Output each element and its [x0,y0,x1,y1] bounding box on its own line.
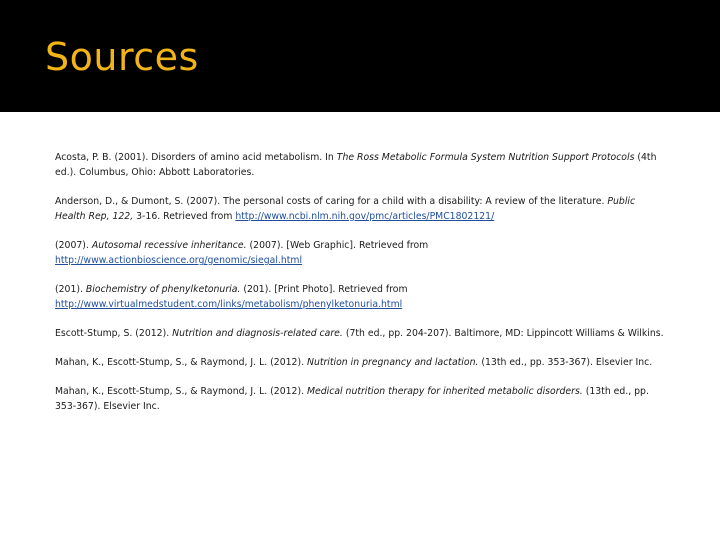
reference-text: (4th ed.). Columbus, Ohio: Abbott Laboratories. [55,152,657,178]
reference-title: Public Health Rep, 122, [55,196,636,222]
slide-content [0,112,720,540]
reference-item [55,282,665,312]
reference-title: Autosomal recessive inheritance. [91,240,247,251]
reference-text: (13th ed., pp. 353-367). Elsevier Inc. [478,357,653,368]
reference-text: Escott-Stump, S. (2012). [55,328,173,339]
reference-title: Nutrition and diagnosis-related care. [172,328,343,339]
reference-item [55,326,665,341]
reference-item [55,355,665,370]
reference-title: Nutrition in pregnancy and lactation. [306,357,479,368]
reference-text: (201). [Print Photo]. Retrieved from [240,284,408,295]
reference-item [55,384,665,414]
reference-title: Biochemistry of phenylketonuria. [85,284,241,295]
reference-item [55,150,665,180]
reference-text: (2007). [Web Graphic]. Retrieved from [246,240,429,251]
slide-title: Sources [45,35,199,79]
reference-link[interactable]: http://www.ncbi.nlm.nih.gov/pmc/articles/PMC1802121/ [235,211,495,222]
reference-list [55,150,665,428]
reference-text: Anderson, D., & Dumont, S. (2007). The personal costs of caring for a child with a disability: A review of the literature. [55,196,608,207]
reference-title: The Ross Metabolic Formula System Nutrition Support Protocols [336,152,635,163]
slide-header [0,0,720,112]
reference-text: Acosta, P. B. (2001). Disorders of amino acid metabolism. In [55,152,337,163]
reference-text: Mahan, K., Escott-Stump, S., & Raymond, J. L. (2012). [55,357,307,368]
reference-text: (7th ed., pp. 204-207). Baltimore, MD: Lippincott Williams & Wilkins. [342,328,664,339]
reference-link[interactable]: http://www.virtualmedstudent.com/links/metabolism/phenylketonuria.html [55,299,403,310]
reference-link[interactable]: http://www.actionbioscience.org/genomic/siegal.html [55,255,303,266]
reference-text: (201). [55,284,86,295]
reference-text: 3-16. Retrieved from [133,211,236,222]
reference-text: Mahan, K., Escott-Stump, S., & Raymond, J. L. (2012). [55,386,307,397]
reference-text: (2007). [55,240,92,251]
reference-text: (13th ed., pp. 353-367). Elsevier Inc. [55,386,649,412]
reference-title: Medical nutrition therapy for inherited metabolic disorders. [306,386,583,397]
reference-item [55,194,665,224]
reference-item [55,238,665,268]
